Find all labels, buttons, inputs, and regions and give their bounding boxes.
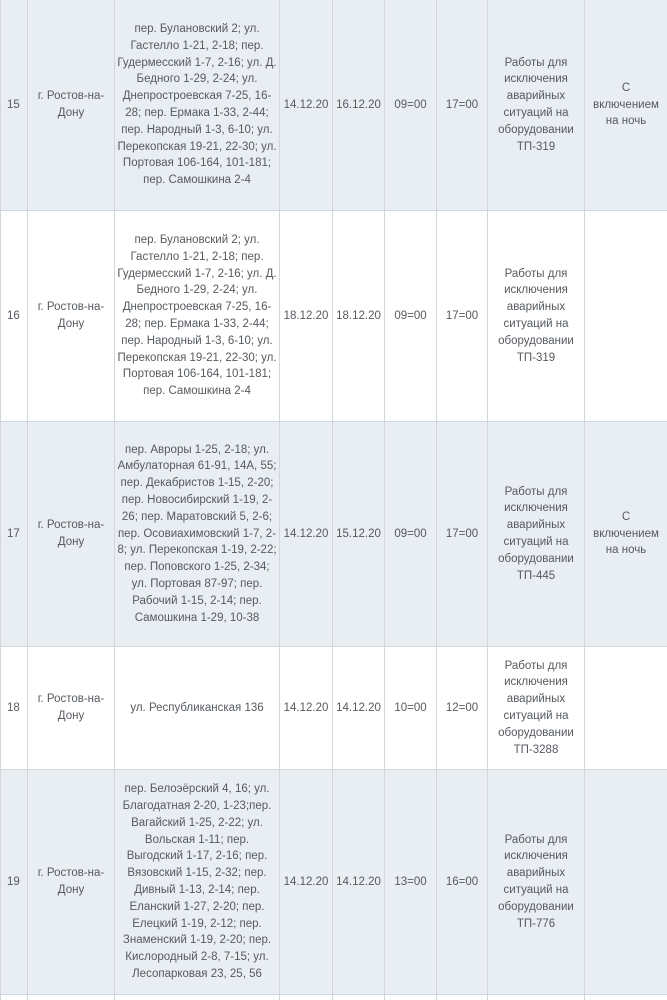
reason-cell: Работы для исключения аварийных ситуаций на оборудовании ТП-776 <box>488 770 585 995</box>
city-cell: г. Ростов-на-Дону <box>28 647 115 770</box>
reason-cell: Работы для исключения аварийных ситуаций на оборудовании ТП-319 <box>488 0 585 211</box>
start-date-cell: 14.12.20 <box>280 770 333 995</box>
end-date-cell: 14.12.20 <box>333 647 385 770</box>
addresses-cell: пер. Булановский 2; ул. Гастелло 1-21, 2-18; пер. Гудермесский 1-7, 2-16; ул. Д. Бедного 1-29, 2-24; ул. Днепростроевская 7-25, 16-28; пер. Ермака 1-33, 2-44; пер. Народный 1-3, 6-10; ул. Перекопская 19-21, 22-30; ул. Портовая 106-164, 101-181; пер. Самошкина 2-4 <box>115 211 280 422</box>
table-row <box>1 647 667 770</box>
end-time-cell: 12=00 <box>437 647 488 770</box>
end-time-cell: 17=00 <box>437 422 488 647</box>
note-cell: С включением на ночь <box>585 422 667 647</box>
row-number <box>1 995 28 1000</box>
row-number: 15 <box>1 0 28 211</box>
note-cell <box>585 995 667 1000</box>
city-cell <box>28 995 115 1000</box>
start-date-cell: 14.12.20 <box>280 647 333 770</box>
city-cell: г. Ростов-на-Дону <box>28 0 115 211</box>
end-date-cell: 18.12.20 <box>333 211 385 422</box>
addresses-cell: ул. Республиканская 136 <box>115 647 280 770</box>
row-number: 18 <box>1 647 28 770</box>
start-date-cell: 18.12.20 <box>280 211 333 422</box>
table-row-partial <box>1 995 667 1000</box>
start-date-cell: 14.12.20 <box>280 0 333 211</box>
start-date-cell <box>280 995 333 1000</box>
end-time-cell: 17=00 <box>437 211 488 422</box>
reason-cell: Работы для исключения аварийных ситуаций на оборудовании ТП-319 <box>488 211 585 422</box>
note-cell: С включением на ночь <box>585 0 667 211</box>
end-date-cell <box>333 995 385 1000</box>
city-cell: г. Ростов-на-Дону <box>28 211 115 422</box>
start-time-cell: 09=00 <box>385 422 437 647</box>
addresses-cell: пер. Белоэёрский 4, 16; ул. Благодатная 2-20, 1-23;пер. Вагайский 1-25, 2-22; ул. Вольская 1-11; пер. Выгодский 1-17, 2-16; пер. Вязовский 1-15, 2-32; пер. Дивный 1-13, 2-14; пер. Еланский 1-27, 2-20; пер. Елецкий 1-19, 2-12; пер. Знаменский 1-19, 2-20; пер. Кислородный 2-8, 7-15; ул. Лесопарковая 23, 25, 56 <box>115 770 280 995</box>
city-cell: г. Ростов-на-Дону <box>28 770 115 995</box>
table-row <box>1 0 667 211</box>
end-date-cell: 16.12.20 <box>333 0 385 211</box>
end-time-cell: 16=00 <box>437 770 488 995</box>
table-row <box>1 422 667 647</box>
table-row <box>1 211 667 422</box>
start-time-cell <box>385 995 437 1000</box>
table-row <box>1 770 667 995</box>
note-cell <box>585 647 667 770</box>
start-time-cell: 10=00 <box>385 647 437 770</box>
row-number: 16 <box>1 211 28 422</box>
note-cell <box>585 770 667 995</box>
start-time-cell: 09=00 <box>385 0 437 211</box>
reason-cell: Работы для исключения аварийных ситуаций на оборудовании ТП-445 <box>488 422 585 647</box>
addresses-cell <box>115 995 280 1000</box>
addresses-cell: пер. Авроры 1-25, 2-18; ул. Амбулаторная 61-91, 14А, 55; пер. Декабристов 1-15, 2-20; пер. Новосибирский 1-19, 2-26; пер. Маратовский 5, 2-6; пер. Осовиахимовский 1-7, 2-8; ул. Перекопская 1-19, 2-22; пер. Поповского 1-25, 2-34; ул. Портовая 87-97; пер. Рабочий 1-15, 2-14; пер. Самошкина 1-29, 10-38 <box>115 422 280 647</box>
reason-cell <box>488 995 585 1000</box>
note-cell <box>585 211 667 422</box>
row-number: 17 <box>1 422 28 647</box>
end-time-cell <box>437 995 488 1000</box>
row-number: 19 <box>1 770 28 995</box>
start-date-cell: 14.12.20 <box>280 422 333 647</box>
end-time-cell: 17=00 <box>437 0 488 211</box>
city-cell: г. Ростов-на-Дону <box>28 422 115 647</box>
end-date-cell: 14.12.20 <box>333 770 385 995</box>
reason-cell: Работы для исключения аварийных ситуаций на оборудовании ТП-3288 <box>488 647 585 770</box>
end-date-cell: 15.12.20 <box>333 422 385 647</box>
start-time-cell: 09=00 <box>385 211 437 422</box>
addresses-cell: пер. Булановский 2; ул. Гастелло 1-21, 2-18; пер. Гудермесский 1-7, 2-16; ул. Д. Бедного 1-29, 2-24; ул. Днепростроевская 7-25, 16-28; пер. Ермака 1-33, 2-44; пер. Народный 1-3, 6-10; ул. Перекопская 19-21, 22-30; ул. Портовая 106-164, 101-181; пер. Самошкина 2-4 <box>115 0 280 211</box>
start-time-cell: 13=00 <box>385 770 437 995</box>
